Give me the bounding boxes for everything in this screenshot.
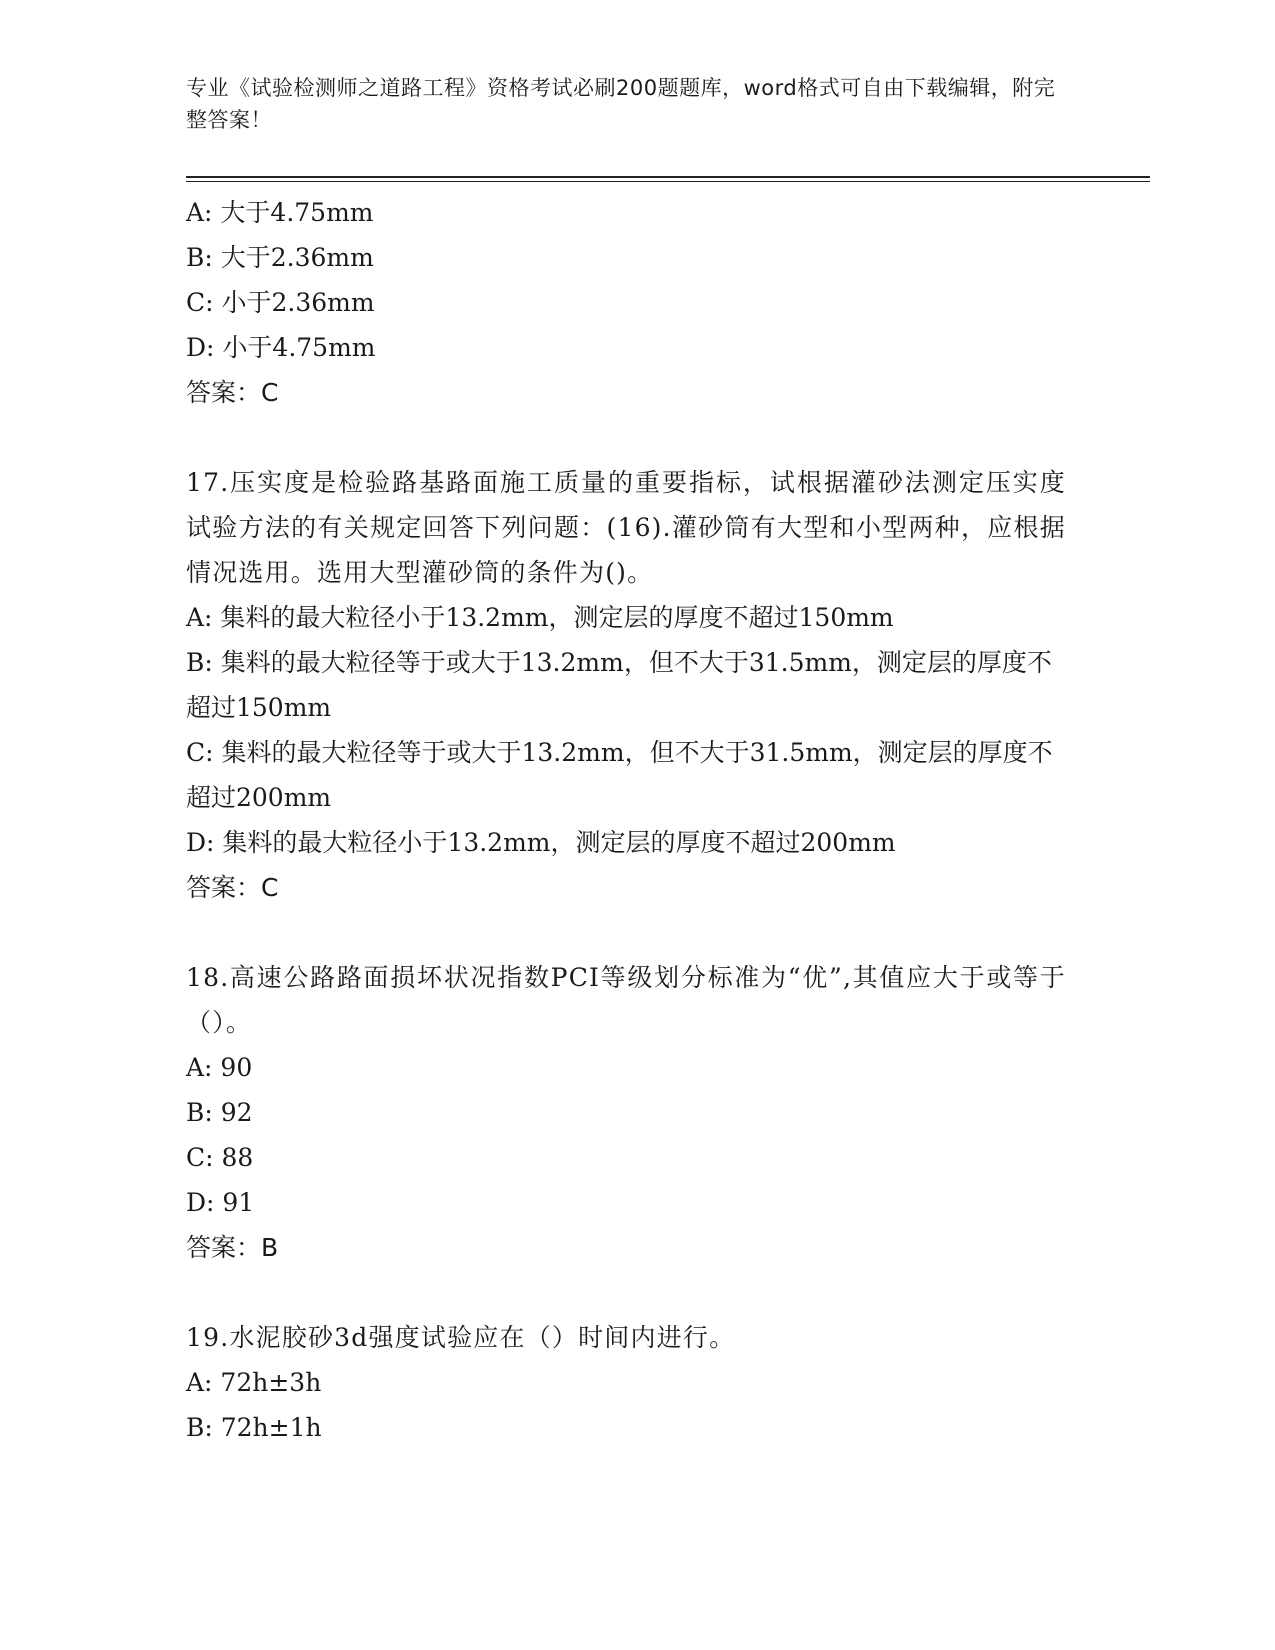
option-d: D: 91	[186, 1188, 255, 1217]
option-a: A: 大于4.75mm	[186, 198, 374, 227]
answer-line: 答案：C	[186, 378, 279, 407]
option-b: B: 72h±1h	[186, 1413, 322, 1442]
document-body	[186, 190, 1066, 1450]
spacer	[186, 910, 1066, 955]
header-divider-top	[186, 176, 1150, 178]
question-19-block	[186, 1315, 1066, 1450]
option-b: B: 大于2.36mm	[186, 243, 374, 272]
option-d: D: 小于4.75mm	[186, 333, 376, 362]
option-c: C: 88	[186, 1143, 254, 1172]
spacer	[186, 1270, 1066, 1315]
option-c: C: 小于2.36mm	[186, 288, 375, 317]
option-a: A: 72h±3h	[186, 1368, 322, 1397]
header-divider-bottom	[186, 181, 1150, 182]
spacer	[186, 415, 1066, 460]
question-stem: 19.水泥胶砂3d强度试验应在（）时间内进行。	[186, 1323, 736, 1352]
answer-line: 答案：C	[186, 873, 279, 902]
option-a: A: 90	[186, 1053, 253, 1082]
document-header	[186, 72, 1066, 136]
option-d: D: 集料的最大粒径小于13.2mm，测定层的厚度不超过200mm	[186, 828, 896, 857]
header-title: 专业《试验检测师之道路工程》资格考试必刷200题题库，word格式可自由下载编辑，附完整答案！	[186, 76, 1056, 132]
answer-line: 答案：B	[186, 1233, 279, 1262]
option-b: B: 集料的最大粒径等于或大于13.2mm，但不大于31.5mm，测定层的厚度不超过150mm	[186, 648, 1052, 722]
question-17-block	[186, 460, 1066, 910]
question-18-block	[186, 955, 1066, 1270]
option-c: C: 集料的最大粒径等于或大于13.2mm，但不大于31.5mm，测定层的厚度不超过200mm	[186, 738, 1053, 812]
question-stem: 18.高速公路路面损坏状况指数PCI等级划分标准为“优”,其值应大于或等于（）。	[186, 963, 1066, 1037]
option-a: A: 集料的最大粒径小于13.2mm，测定层的厚度不超过150mm	[186, 603, 894, 632]
question-stem: 17.压实度是检验路基路面施工质量的重要指标，试根据灌砂法测定压实度试验方法的有关规定回答下列问题：(16).灌砂筒有大型和小型两种，应根据情况选用。选用大型灌砂筒的条件为()。	[186, 468, 1066, 587]
question-16-block	[186, 190, 1066, 415]
option-b: B: 92	[186, 1098, 253, 1127]
